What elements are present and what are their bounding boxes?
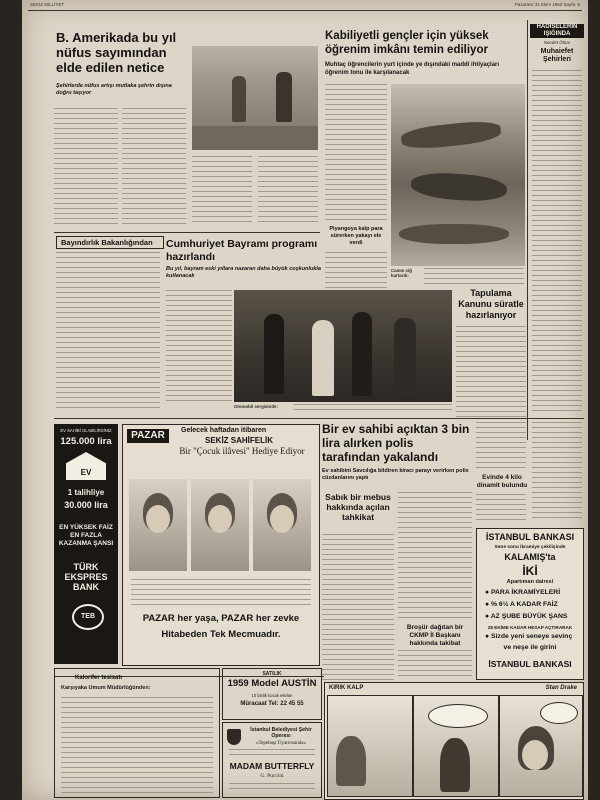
austin-label: SATILIK [262, 671, 282, 677]
ad-ev: EV [80, 468, 92, 477]
opera-org: İstanbul Belediyesi Şehir Operası [250, 727, 312, 739]
comic-panel [413, 695, 499, 797]
isbank-line1: Sene sonu ikramiye çekilişinde [494, 545, 566, 550]
cumhuriyet-subheadline: Bu yıl, bayram eski yıllara nazaran daha büyük coşkunlukla kutlanacak [166, 266, 321, 279]
masthead-right: Pazartesi 31 Ekim 1960 Sayfa: 5 [514, 2, 580, 7]
turk-ekspres-ad [54, 424, 118, 664]
ev-sahibi-subheadline: Ev sahibini Savcılığa bildiren kiracı parayı verirken polis cüzdanlarını yaptı [322, 468, 469, 481]
opera-sub: «Tepebaşı Tiyatrosunda» [255, 741, 307, 746]
kalorifer-notice [54, 668, 220, 798]
opera-title: MADAM BUTTERFLY [229, 761, 315, 771]
brosur-headline: Broşür dağıtan bir CKMP İl Başkanı hakkında takibat [406, 624, 464, 647]
isbank-title: İSTANBUL BANKASI [485, 532, 575, 542]
isbank-bullet4: ● Sizde yeni seneye sevinç [485, 633, 573, 640]
isbank-footer: İSTANBUL BANKASI [488, 659, 572, 669]
tapulama-headline: Tapulama Kanunu süratle hazırlanıyor [458, 288, 524, 320]
evinde-headline: Evinde 4 kilo dinamit bulundu [476, 474, 528, 489]
ad-line1: EV SAHİBİ OLABİLİRSİNİZ [60, 428, 112, 433]
bayindirlik-headline: Bayındırlık Bakanlığından [56, 236, 164, 249]
comic-panel [499, 695, 583, 797]
pazar-line3: Bir "Çocuk ilâvesi" Hediye Ediyor [179, 446, 305, 456]
otomobil-label: Otomobil sergisinde: [234, 404, 278, 409]
portrait-photo [129, 479, 187, 571]
emblem-icon [227, 729, 241, 745]
istanbul-bankasi-ad [476, 528, 584, 680]
painting-photo [391, 84, 525, 266]
crowd-photo [234, 290, 452, 402]
comic-artist: Stan Drake [545, 685, 577, 691]
hadiseler-title: HADİSELERİN IŞIĞINDA [530, 24, 584, 38]
austin-line2: Müracaat Tel: 22 45 55 [240, 701, 304, 707]
hadiseler-subtitle: Muhaiefet Şehirleri [540, 48, 574, 63]
portrait-photo [191, 479, 249, 571]
education-subheadline: Muhtaç öğrencilerin yurt içinde ye dışındaki maddî ihtiyaçları öğrenim tonu ile karşılanacak [325, 62, 500, 76]
isbank-bullet3: ● AZ ŞUBE BÜYÜK ŞANS [485, 613, 568, 620]
person-figure [276, 72, 292, 122]
austin-title: 1959 Model AUSTİN [227, 678, 317, 689]
ad-bank-name: TÜRK EKSPRES BANK [64, 562, 108, 592]
ad-faiz: EN YÜKSEK FAİZ EN FAZLA KAZANMA ŞANSI [58, 524, 114, 547]
canim-label: Canım ciğ kurtardı: [391, 268, 412, 279]
pazar-slogan2: Hitabeden Tek Mecmuadır. [161, 629, 281, 640]
austin-line1: 10 binlik kocak ekelüe [251, 693, 293, 698]
census-photo [192, 46, 318, 150]
newspaper-page [22, 0, 588, 800]
ad-amount: 125.000 lira [60, 436, 112, 447]
census-subheadline: Şehirlerde nüfus artışı mutlaka şehrin dışına doğru taşıyor [56, 83, 172, 96]
isbank-line3: İKİ [522, 564, 538, 578]
masthead-left: SEKİZ MİLLİYET [30, 2, 65, 7]
ad-talihli: 1 talihliye [67, 488, 105, 497]
census-headline: B. Amerikada bu yıl nüfus sayımından elde edilen netice [56, 30, 177, 75]
comic-panel [327, 695, 413, 797]
cumhuriyet-headline: Cumhuriyet Bayramı programı hazırlandı [166, 238, 318, 263]
isbank-line6: ve neşe ile girini [503, 644, 557, 651]
opera-ad [222, 722, 322, 798]
pazar-ad [122, 424, 320, 666]
pazar-line1: Gelecek haftadan itibaren [181, 427, 267, 434]
isbank-line4: Apartıman dairesi [506, 579, 554, 585]
isbank-line2: KALAMIŞ'ta [504, 552, 556, 562]
isbank-line5: 28 EKİME KADAR HESAP AÇTIRARAK [487, 625, 573, 630]
comic-strip [324, 682, 584, 800]
pazar-slogan1: PAZAR her yaşa, PAZAR her zevke [142, 613, 300, 624]
austin-ad [222, 668, 322, 720]
teb-logo: TEB [72, 604, 104, 630]
comic-title: KIRIK KALP [329, 685, 364, 691]
isbank-bullet1: ● PARA İKRAMİYELERİ [485, 589, 561, 596]
sabik-headline: Sabık bir mebus hakkında açılan tahkikat [325, 492, 391, 522]
pazar-logo: PAZAR [127, 429, 169, 443]
kalorifer-subtitle: Karşıyaka Umum Müdürlüğünden: [61, 685, 151, 691]
piyango-headline: Piyangoya kalp para sürerken yakayı ele verdi [329, 226, 383, 246]
kalorifer-title: Kalorifer tesisatı [75, 675, 123, 681]
isbank-bullet2: ● % 6½ A KADAR FAİZ [485, 601, 558, 608]
ev-sahibi-headline: Bir ev sahibi açıktan 3 bin lira alırken polis tarafından yakalandı [322, 422, 470, 464]
hadiseler-author: Necdet Ötsar [543, 40, 571, 45]
person-figure [232, 76, 246, 122]
ad-talihli-amount: 30.000 lira [64, 500, 108, 510]
portrait-photo [253, 479, 311, 571]
pazar-line2: SEKİZ SAHİFELİK [205, 436, 274, 445]
opera-composer: G. Puccini [260, 773, 284, 779]
education-headline: Kabiliyetli gençler için yüksek öğrenim imkânı temin ediliyor [325, 30, 489, 56]
